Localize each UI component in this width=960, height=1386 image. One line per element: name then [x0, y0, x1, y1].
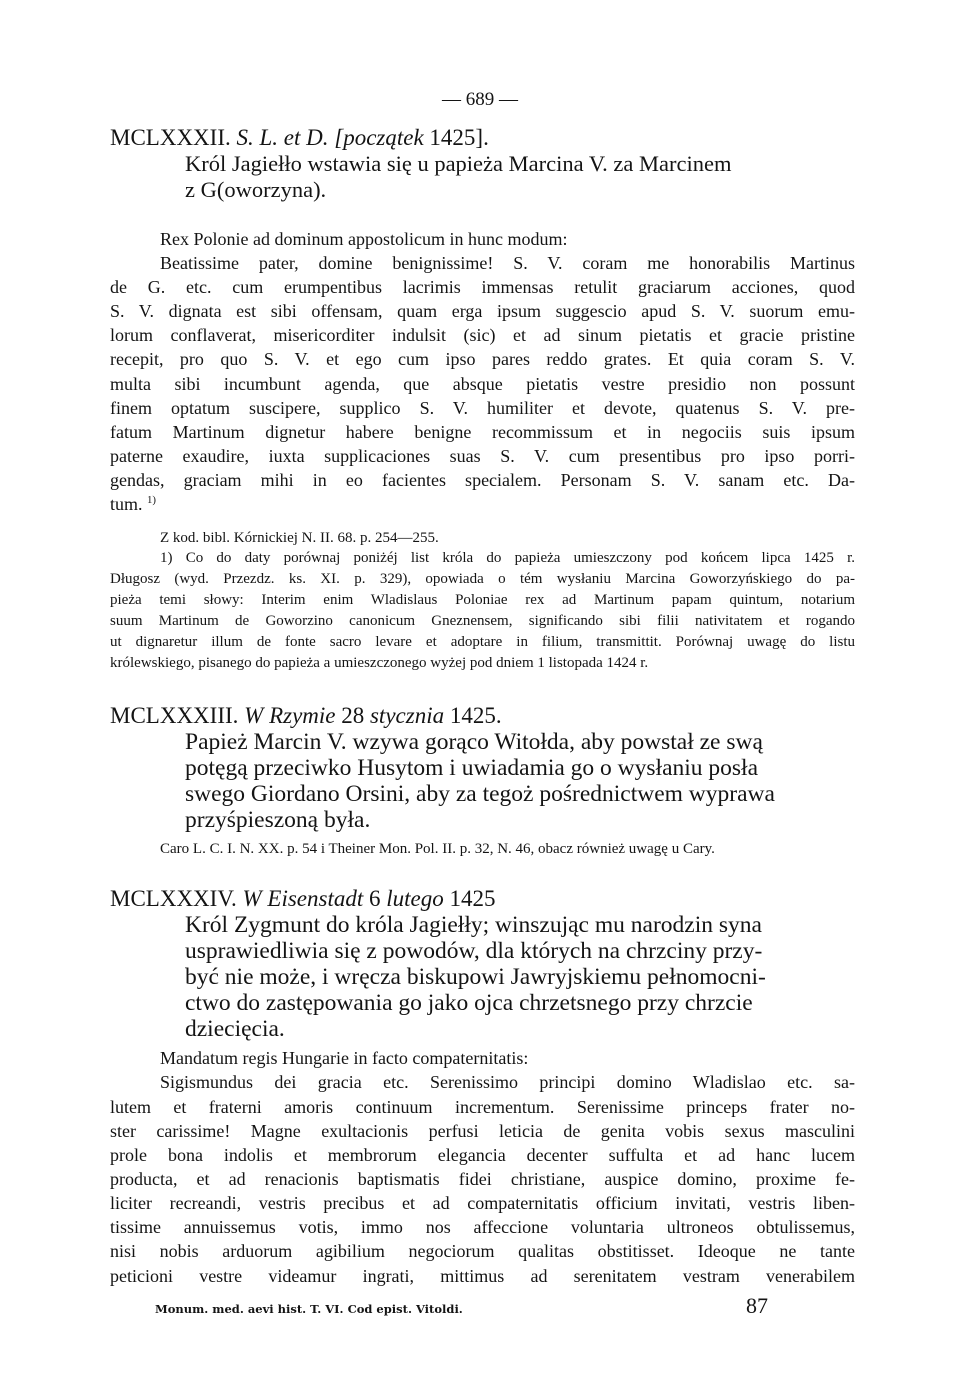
- doc1-text-line: S. V. dignata est sibi offensam, quam erga ipsum suggescio apud S. V. suorum emu-: [110, 301, 855, 321]
- footnote-ref[interactable]: 1): [147, 494, 157, 506]
- doc1-text-line: recepit, pro quo S. V. et ego cum ipso pares reddo grates. Et quia coram S. V.: [110, 349, 855, 369]
- doc1-text-line: Beatissime pater, domine benignissime! S. V. coram me honorabilis Martinus: [160, 253, 855, 273]
- doc1-heading: [110, 125, 489, 151]
- doc3-summary-line: ctwo do zastępowania go jako ojca chrzetsnego przy chrzcie: [185, 990, 753, 1016]
- doc3-year: 1425: [449, 886, 496, 911]
- doc2-source: Caro L. C. I. N. XX. p. 54 i Theiner Mon. Pol. II. p. 32, N. 46, obacz również uwagę u Cary.: [160, 841, 715, 857]
- doc3-text-line: lutem et fraterni amoris continuum incrementum. Serenissime princeps frater no-: [110, 1097, 855, 1117]
- page-number: — 689 —: [442, 89, 518, 110]
- doc1-footnote-line: pieża temi słowy: Interim enim Wladislaus Poloniae rex ad Martinum papam quintum, notarium: [110, 592, 855, 608]
- doc1-text-line: gendas, graciam mihi in eo facientes specialem. Personam S. V. sanam etc. Da-: [110, 470, 855, 490]
- doc2-number: MCLXXXIII.: [110, 703, 239, 728]
- doc2-summary-line: przyśpieszoną była.: [185, 807, 371, 833]
- doc3-month: lutego: [386, 886, 444, 911]
- doc3-number: MCLXXXIV.: [110, 886, 237, 911]
- doc2-day: 28: [341, 703, 365, 728]
- doc1-source: Z kod. bibl. Kórnickiej N. II. 68. p. 254—255.: [160, 530, 439, 546]
- doc2-summary-line: potęgą przeciwko Husytom i uwiadamia go o wysłaniu posła: [185, 755, 759, 781]
- doc1-text-line: finem optatum suscipere, supplico S. V. humiliter et devote, quatenus S. V. pre-: [110, 398, 855, 418]
- doc1-footnote-line: ut dignaretur illum de fonte sacro levare et adoptare in filium, transmittit. Porównaj uwagę do listu: [110, 634, 855, 650]
- doc1-intro: Rex Polonie ad dominum appostolicum in hunc modum:: [160, 229, 568, 249]
- doc2-summary-line: Papież Marcin V. wzywa gorąco Witołda, aby powstał ze swą: [185, 729, 763, 755]
- doc2-place: W Rzymie: [244, 703, 336, 728]
- doc2-heading: [110, 703, 502, 729]
- doc1-text-line: lorum conflaverat, misericorditer indulsit (sic) et ad sinum pietatis et gracie pristine: [110, 325, 855, 345]
- doc1-text-line: paterne exaudire, iuxta supplicaciones suas S. V. cum presentibus pro ipso porri-: [110, 446, 855, 466]
- doc2-month: stycznia: [369, 703, 445, 728]
- doc3-text-line: producta, et ad renacionis baptismatis fidei christiane, auspice domino, proxime fe-: [110, 1169, 855, 1189]
- doc1-year: 1425].: [429, 125, 489, 150]
- doc3-day: 6: [368, 886, 381, 911]
- doc3-summary-line: być nie może, i wręcza biskupowi Jawryjskiemu pełnomocni-: [185, 964, 766, 990]
- doc3-summary-line: dziecięcia.: [185, 1016, 285, 1042]
- doc1-text-line: fatum Martinum dignetur habere benigne recommissum et in negociis suis ipsum: [110, 422, 855, 442]
- doc1-summary-line: z G(oworzyna).: [185, 177, 327, 202]
- doc2-summary-line: swego Giordano Orsini, aby za tegoż pośrednictwem wyprawa: [185, 781, 775, 807]
- doc3-text-line: prole bona indolis et membrorum elegancia decenter suffulta et ad hanc lucem: [110, 1145, 855, 1165]
- doc2-year: 1425.: [449, 703, 502, 728]
- doc1-text-line: multa sibi incumbunt agenda, que absque pietatis vestre presidio non possunt: [110, 374, 855, 394]
- doc1-text-last-line: [110, 494, 855, 515]
- doc3-text-line: nisi nobis arduorum agibilium negociorum qualitas obstitisset. Ideoque ne tante: [110, 1241, 855, 1261]
- doc1-footnote-line: Długosz (wyd. Przezdz. ks. XI. p. 329), opowiada o tém wysłaniu Marcina Goworzyńskiego do pa-: [110, 571, 855, 587]
- doc1-text-line: de G. etc. cum erumpentibus lacrimis immensas retulit graciarum acciones, quod: [110, 277, 855, 297]
- doc3-text-line: tissime annuissemus votis, immo nos affeccione voluntaria ultroneos obtulissemus,: [110, 1217, 855, 1237]
- doc3-text-line: ster carissime! Magne exultacionis perfusi leticia de genita vobis sexus masculini: [110, 1121, 855, 1141]
- doc3-summary-line: usprawiedliwia się z powodów, dla których na chrzciny przy-: [185, 938, 763, 964]
- doc3-intro: Mandatum regis Hungarie in facto compaternitatis:: [160, 1048, 529, 1068]
- doc1-footnote-line: królewskiego, pisanego do papieża a umieszczonego wyżej pod dniem 1 listopada 1424 r.: [110, 655, 649, 671]
- doc3-summary-line: Król Zygmunt do króla Jagiełły; winszując mu narodzin syna: [185, 912, 762, 938]
- doc1-number: MCLXXXII.: [110, 125, 231, 150]
- doc1-summary-line: Król Jagiełło wstawia się u papieża Marcina V. za Marcinem: [185, 151, 732, 176]
- signature-mark: 87: [746, 1293, 768, 1318]
- doc1-footnote-line: suum Martinum de Goworzino canonicum Gneznensem, significando sibi filii nativitatem et rogando: [110, 613, 855, 629]
- doc1-footnote-line: 1) Co do daty porównaj poniżéj list króla do papieża umieszczony pod końcem lipca 1425 r.: [160, 550, 855, 566]
- series-title: Monum. med. aevi hist. T. VI. Cod epist. Vitoldi.: [155, 1302, 463, 1316]
- doc1-text-line: tum.: [110, 494, 143, 514]
- doc3-place: W Eisenstadt: [242, 886, 364, 911]
- doc3-heading: [110, 886, 495, 912]
- doc3-text-line: Sigismundus dei gracia etc. Serenissimo principi domino Wladislao etc. sa-: [160, 1072, 855, 1092]
- doc1-place-date: S. L. et D. [początek: [236, 125, 424, 150]
- doc3-text-line: peticioni vestre videamur ingrati, mittimus ad serenitatem vestram venerabilem: [110, 1266, 855, 1286]
- doc3-text-line: liciter recreandi, vestris precibus et ad compaternitatis officium invitati, vestris liben-: [110, 1193, 855, 1213]
